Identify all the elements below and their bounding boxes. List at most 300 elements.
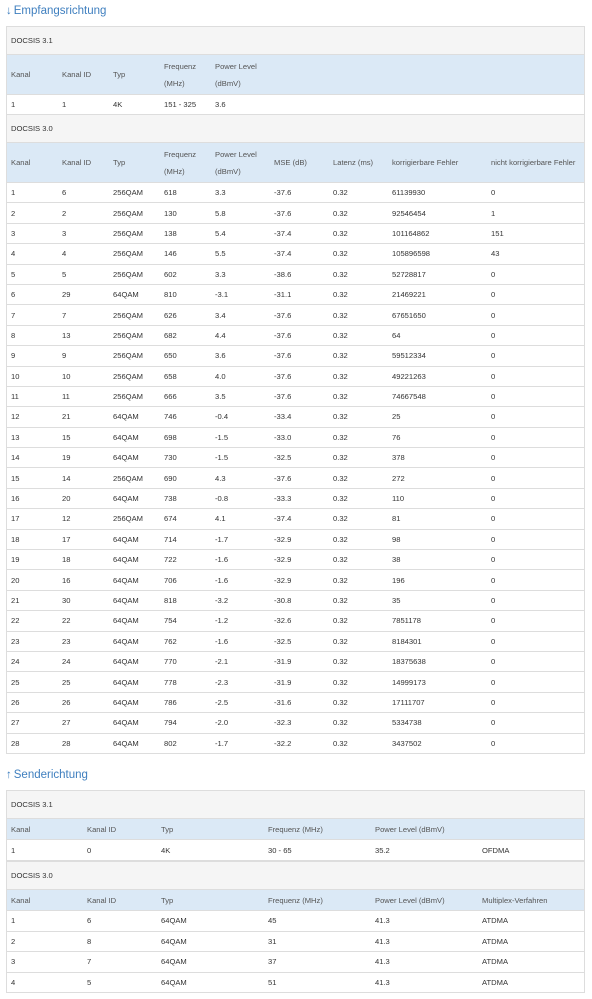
table-cell: 5.8 bbox=[215, 208, 226, 218]
table-cell: 67651650 bbox=[392, 310, 426, 320]
table-cell: 658 bbox=[164, 371, 177, 381]
col-kanal-id: Kanal ID bbox=[62, 158, 92, 167]
table-cell: 4 bbox=[62, 249, 67, 259]
table-cell: 256QAM bbox=[113, 514, 143, 524]
table-row bbox=[7, 489, 584, 509]
table-cell: 0 bbox=[491, 616, 496, 626]
table-cell: 10 bbox=[62, 371, 71, 381]
table-cell: 0.32 bbox=[333, 657, 348, 667]
table-cell: 4.0 bbox=[215, 371, 226, 381]
table-cell: -37.4 bbox=[274, 228, 292, 238]
table-cell: 25 bbox=[11, 677, 20, 687]
table-cell: -37.4 bbox=[274, 249, 292, 259]
col-typ: Typ bbox=[161, 824, 174, 834]
table-cell: 21 bbox=[11, 596, 20, 605]
table-cell: -3.1 bbox=[215, 290, 229, 300]
col-power-line1: Power Level bbox=[215, 149, 257, 159]
upstream-docsis31-rows bbox=[7, 840, 584, 861]
table-cell: 64QAM bbox=[113, 616, 139, 626]
table-cell: 7 bbox=[62, 310, 67, 320]
table-cell: 21 bbox=[62, 412, 71, 422]
table-row bbox=[7, 428, 584, 448]
col-kanal-id: Kanal ID bbox=[87, 824, 117, 834]
table-cell: 0.32 bbox=[333, 392, 348, 402]
table-cell: 762 bbox=[164, 636, 177, 646]
table-cell: 41.3 bbox=[375, 936, 390, 946]
col-power: Power Level (dBmV) bbox=[375, 895, 445, 905]
table-cell: 2 bbox=[11, 936, 16, 946]
table-cell: -32.9 bbox=[274, 555, 292, 565]
table-row bbox=[7, 693, 584, 713]
table-cell: 0 bbox=[491, 697, 496, 707]
table-cell: -32.3 bbox=[274, 718, 292, 728]
table-cell: 14 bbox=[11, 453, 20, 463]
table-cell: 0 bbox=[491, 310, 496, 320]
col-power bbox=[215, 55, 257, 94]
table-cell: 0.32 bbox=[333, 677, 348, 687]
table-cell: 20 bbox=[62, 494, 71, 504]
table-cell: -32.6 bbox=[274, 616, 292, 626]
table-cell: 272 bbox=[392, 473, 405, 483]
table-cell: -1.7 bbox=[215, 738, 229, 748]
col-latenz: Latenz (ms) bbox=[333, 158, 374, 167]
table-cell: 5 bbox=[87, 977, 92, 987]
table-cell: 0 bbox=[491, 718, 496, 728]
upstream-docsis31-table bbox=[6, 790, 585, 861]
table-row bbox=[7, 570, 584, 590]
table-cell: 0.32 bbox=[333, 596, 348, 605]
table-cell: 30 bbox=[62, 596, 71, 605]
table-cell: 778 bbox=[164, 677, 177, 687]
table-cell: 0.32 bbox=[333, 188, 348, 198]
table-cell: -1.2 bbox=[215, 616, 229, 626]
table-cell: 690 bbox=[164, 473, 177, 483]
table-row bbox=[7, 632, 584, 652]
table-cell: 25 bbox=[62, 677, 71, 687]
table-cell: 0.32 bbox=[333, 738, 348, 748]
table-cell: 92546454 bbox=[392, 208, 426, 218]
table-cell: -32.5 bbox=[274, 453, 292, 463]
table-cell: 618 bbox=[164, 188, 177, 198]
table-cell: 13 bbox=[11, 432, 20, 442]
table-cell: 378 bbox=[392, 453, 405, 463]
col-frequenz-line1: Frequenz bbox=[164, 61, 197, 71]
table-cell: 0.32 bbox=[333, 697, 348, 707]
table-cell: 17 bbox=[62, 534, 71, 544]
table-cell: 24 bbox=[11, 657, 20, 667]
table-row bbox=[7, 468, 584, 488]
col-nicht-korrigierbare-fehler: nicht korrigierbare Fehler bbox=[491, 158, 576, 167]
col-frequenz bbox=[164, 55, 196, 94]
table-cell: 256QAM bbox=[113, 208, 143, 218]
col-power-line1: Power Level bbox=[215, 61, 257, 71]
table-cell: 9 bbox=[11, 351, 16, 361]
table-cell: OFDMA bbox=[482, 845, 510, 855]
table-cell: 64QAM bbox=[113, 290, 139, 300]
table-cell: 64 bbox=[392, 330, 401, 340]
table-cell: 6 bbox=[11, 290, 16, 300]
downstream-docsis30-label: DOCSIS 3.0 bbox=[7, 115, 584, 143]
col-typ: Typ bbox=[161, 895, 174, 905]
table-cell: 8 bbox=[11, 330, 16, 340]
downstream-docsis31-header bbox=[7, 55, 584, 95]
table-cell: 4 bbox=[11, 977, 16, 987]
col-typ: Typ bbox=[113, 158, 126, 167]
table-cell: -2.1 bbox=[215, 657, 229, 667]
table-cell: 650 bbox=[164, 351, 177, 361]
table-cell: -0.8 bbox=[215, 494, 229, 504]
table-cell: 5 bbox=[62, 269, 67, 279]
table-cell: 22 bbox=[62, 616, 71, 626]
table-cell: 7 bbox=[87, 957, 92, 967]
table-cell: 5.5 bbox=[215, 249, 226, 259]
table-cell: -2.3 bbox=[215, 677, 229, 687]
table-cell: 13 bbox=[62, 330, 71, 340]
table-cell: 0 bbox=[491, 575, 496, 585]
table-cell: 674 bbox=[164, 514, 177, 524]
table-cell: 256QAM bbox=[113, 330, 143, 340]
table-cell: 45 bbox=[268, 916, 277, 926]
table-cell: 0.32 bbox=[333, 453, 348, 463]
table-cell: -1.5 bbox=[215, 453, 229, 463]
table-cell: 256QAM bbox=[113, 228, 143, 238]
table-cell: 0.32 bbox=[333, 249, 348, 259]
table-cell: 0 bbox=[491, 269, 496, 279]
table-cell: 16 bbox=[11, 494, 20, 504]
downstream-docsis30-table bbox=[6, 114, 585, 754]
table-cell: 27 bbox=[62, 718, 71, 728]
table-cell: 15 bbox=[11, 473, 20, 483]
table-row bbox=[7, 387, 584, 407]
table-cell: 4.1 bbox=[215, 514, 226, 524]
table-cell: 64QAM bbox=[113, 575, 139, 585]
table-cell: 0.32 bbox=[333, 473, 348, 483]
table-cell: 754 bbox=[164, 616, 177, 626]
table-cell: 16 bbox=[62, 575, 71, 585]
table-row bbox=[7, 672, 584, 692]
table-cell: 1 bbox=[11, 916, 16, 926]
table-cell: 0 bbox=[491, 453, 496, 463]
table-cell: 196 bbox=[392, 575, 405, 585]
table-cell: 81 bbox=[392, 514, 401, 524]
col-frequenz-line2: (MHz) bbox=[164, 166, 185, 176]
table-cell: 0.32 bbox=[333, 351, 348, 361]
table-cell: 35 bbox=[392, 596, 401, 605]
table-cell: 146 bbox=[164, 249, 177, 259]
table-cell: 64QAM bbox=[113, 738, 139, 748]
col-power-line2: (dBmV) bbox=[215, 166, 241, 176]
table-cell: 105896598 bbox=[392, 249, 431, 259]
table-cell: 0.32 bbox=[333, 534, 348, 544]
table-cell: 17111707 bbox=[392, 697, 425, 707]
table-cell: 0.32 bbox=[333, 290, 348, 300]
table-cell: -32.9 bbox=[274, 534, 292, 544]
table-cell: -37.6 bbox=[274, 330, 292, 340]
table-cell: -37.6 bbox=[274, 351, 292, 361]
table-cell: 0 bbox=[491, 473, 496, 483]
table-cell: 0 bbox=[491, 738, 496, 748]
table-cell: 5334738 bbox=[392, 718, 422, 728]
table-cell: 41.3 bbox=[375, 977, 390, 987]
table-cell: 6 bbox=[87, 916, 92, 926]
col-kanal: Kanal bbox=[11, 70, 31, 79]
table-cell: 38 bbox=[392, 555, 401, 565]
table-cell: -1.6 bbox=[215, 636, 229, 646]
table-row bbox=[7, 973, 584, 994]
table-cell: 2 bbox=[11, 208, 16, 218]
table-cell: 0 bbox=[491, 371, 496, 381]
table-cell: 98 bbox=[392, 534, 401, 544]
table-cell: -33.3 bbox=[274, 494, 292, 504]
table-cell: 2 bbox=[62, 208, 67, 218]
table-cell: 74667548 bbox=[392, 392, 426, 402]
table-cell: 0 bbox=[491, 188, 496, 198]
upstream-docsis30-table bbox=[6, 861, 585, 993]
table-cell: 0.32 bbox=[333, 575, 348, 585]
table-cell: 151 bbox=[491, 228, 504, 238]
table-row bbox=[7, 407, 584, 427]
table-cell: 682 bbox=[164, 330, 177, 340]
table-cell: -33.4 bbox=[274, 412, 292, 422]
table-cell: 59512334 bbox=[392, 351, 426, 361]
downstream-heading-label: Empfangsrichtung bbox=[13, 5, 107, 17]
table-cell: 4K bbox=[113, 100, 123, 109]
table-cell: 14 bbox=[62, 473, 71, 483]
table-row bbox=[7, 183, 584, 203]
table-cell: 8184301 bbox=[392, 636, 422, 646]
table-cell: 64QAM bbox=[113, 718, 139, 728]
upstream-docsis31-label: DOCSIS 3.1 bbox=[7, 791, 584, 819]
table-cell: 64QAM bbox=[161, 916, 187, 926]
table-cell: ATDMA bbox=[482, 936, 509, 946]
table-cell: 786 bbox=[164, 697, 177, 707]
table-cell: 0.32 bbox=[333, 269, 348, 279]
table-cell: 714 bbox=[164, 534, 177, 544]
table-row bbox=[7, 285, 584, 305]
table-cell: 7 bbox=[11, 310, 16, 320]
table-cell: 256QAM bbox=[113, 249, 143, 259]
table-cell: 0.32 bbox=[333, 228, 348, 238]
table-cell: 626 bbox=[164, 310, 177, 320]
col-kanal: Kanal bbox=[11, 824, 31, 834]
table-cell: 0 bbox=[491, 351, 496, 361]
table-cell: 0.32 bbox=[333, 616, 348, 626]
table-cell: 794 bbox=[164, 718, 177, 728]
downstream-docsis31-table bbox=[6, 26, 585, 115]
table-cell: 10 bbox=[11, 371, 20, 381]
table-cell: 64QAM bbox=[113, 453, 139, 463]
table-cell: 0.32 bbox=[333, 555, 348, 565]
col-power bbox=[215, 143, 257, 182]
table-cell: 0.32 bbox=[333, 371, 348, 381]
table-cell: -31.6 bbox=[274, 697, 292, 707]
col-multiplex: Multiplex-Verfahren bbox=[482, 895, 548, 905]
table-cell: 3.3 bbox=[215, 269, 226, 279]
table-cell: 130 bbox=[164, 208, 177, 218]
table-cell: 256QAM bbox=[113, 269, 143, 279]
table-cell: 26 bbox=[11, 697, 20, 707]
table-cell: -1.6 bbox=[215, 575, 229, 585]
table-cell: 12 bbox=[62, 514, 71, 524]
table-row bbox=[7, 224, 584, 244]
table-cell: 0 bbox=[491, 534, 496, 544]
col-frequenz-line1: Frequenz bbox=[164, 149, 197, 159]
table-row bbox=[7, 652, 584, 672]
table-row bbox=[7, 734, 584, 754]
table-row bbox=[7, 591, 584, 611]
upstream-heading-label: Senderichtung bbox=[13, 769, 88, 781]
table-cell: 27 bbox=[11, 718, 20, 728]
table-cell: 23 bbox=[11, 636, 20, 646]
upstream-docsis30-rows bbox=[7, 911, 584, 993]
table-row bbox=[7, 326, 584, 346]
table-cell: 1 bbox=[491, 208, 496, 218]
table-cell: 23 bbox=[62, 636, 71, 646]
table-cell: 51 bbox=[268, 977, 277, 987]
table-cell: 0 bbox=[491, 636, 496, 646]
table-cell: 64QAM bbox=[113, 412, 139, 422]
table-cell: 35.2 bbox=[375, 845, 390, 855]
table-cell: -30.8 bbox=[274, 596, 292, 605]
table-cell: -31.9 bbox=[274, 677, 292, 687]
table-cell: 64QAM bbox=[113, 596, 139, 605]
upstream-docsis30-label: DOCSIS 3.0 bbox=[7, 862, 584, 890]
col-kanal: Kanal bbox=[11, 158, 31, 167]
table-cell: 25 bbox=[392, 412, 401, 422]
table-cell: 22 bbox=[11, 616, 20, 626]
table-cell: 0 bbox=[87, 845, 92, 855]
table-cell: 12 bbox=[11, 412, 20, 422]
table-cell: 76 bbox=[392, 432, 401, 442]
col-frequenz: Frequenz (MHz) bbox=[268, 824, 323, 834]
table-cell: 0 bbox=[491, 657, 496, 667]
table-cell: 256QAM bbox=[113, 392, 143, 402]
table-cell: 256QAM bbox=[113, 473, 143, 483]
table-cell: -38.6 bbox=[274, 269, 292, 279]
table-cell: 770 bbox=[164, 657, 177, 667]
table-cell: 138 bbox=[164, 228, 177, 238]
col-kanal-id: Kanal ID bbox=[87, 895, 117, 905]
table-cell: 7851178 bbox=[392, 616, 421, 626]
table-cell: -37.6 bbox=[274, 371, 292, 381]
table-cell: 18 bbox=[62, 555, 71, 565]
table-cell: 11 bbox=[11, 392, 19, 402]
upstream-heading[interactable] bbox=[6, 768, 88, 782]
table-cell: -1.6 bbox=[215, 555, 229, 565]
table-cell: 0 bbox=[491, 514, 496, 524]
table-cell: 256QAM bbox=[113, 371, 143, 381]
table-cell: 0 bbox=[491, 330, 496, 340]
table-cell: -37.6 bbox=[274, 208, 292, 218]
col-kanal: Kanal bbox=[11, 895, 31, 905]
table-cell: 0.32 bbox=[333, 718, 348, 728]
table-cell: 101164862 bbox=[392, 228, 430, 238]
col-power: Power Level (dBmV) bbox=[375, 824, 445, 834]
table-cell: 722 bbox=[164, 555, 177, 565]
col-mse: MSE (dB) bbox=[274, 158, 307, 167]
col-korrigierbare-fehler: korrigierbare Fehler bbox=[392, 158, 459, 167]
table-cell: 0 bbox=[491, 677, 496, 687]
col-kanal-id: Kanal ID bbox=[62, 70, 92, 79]
table-cell: 24 bbox=[62, 657, 71, 667]
table-cell: 698 bbox=[164, 432, 177, 442]
table-cell: 1 bbox=[62, 100, 67, 109]
table-cell: 28 bbox=[62, 738, 71, 748]
down-arrow-icon: ↓ bbox=[6, 5, 12, 17]
table-cell: -31.9 bbox=[274, 657, 292, 667]
table-cell: 3 bbox=[62, 228, 67, 238]
table-cell: 49221263 bbox=[392, 371, 426, 381]
table-cell: 3.6 bbox=[215, 351, 226, 361]
table-cell: 3.6 bbox=[215, 100, 226, 109]
downstream-heading[interactable] bbox=[6, 4, 106, 18]
table-row bbox=[7, 448, 584, 468]
table-cell: 0.32 bbox=[333, 432, 348, 442]
table-row bbox=[7, 305, 584, 325]
table-row bbox=[7, 713, 584, 733]
table-cell: 64QAM bbox=[113, 432, 139, 442]
table-cell: 5.4 bbox=[215, 228, 226, 238]
table-cell: 18 bbox=[11, 534, 20, 544]
table-cell: 64QAM bbox=[113, 534, 139, 544]
table-cell: 26 bbox=[62, 697, 71, 707]
downstream-docsis30-rows bbox=[7, 183, 584, 754]
table-cell: 64QAM bbox=[113, 494, 139, 504]
table-cell: 706 bbox=[164, 575, 177, 585]
table-cell: ATDMA bbox=[482, 977, 509, 987]
table-row bbox=[7, 530, 584, 550]
table-cell: 29 bbox=[62, 290, 71, 300]
table-cell: 64QAM bbox=[161, 977, 187, 987]
table-cell: 1 bbox=[11, 845, 16, 855]
table-row bbox=[7, 952, 584, 973]
table-cell: 31 bbox=[268, 936, 277, 946]
table-cell: 3 bbox=[11, 957, 16, 967]
table-cell: 1 bbox=[11, 188, 16, 198]
table-cell: 41.3 bbox=[375, 916, 390, 926]
table-cell: 11 bbox=[62, 392, 70, 402]
table-row bbox=[7, 509, 584, 529]
table-cell: 151 - 325 bbox=[164, 100, 197, 109]
table-row bbox=[7, 265, 584, 285]
table-cell: 738 bbox=[164, 494, 177, 504]
table-cell: 64QAM bbox=[113, 677, 139, 687]
table-cell: 30 - 65 bbox=[268, 845, 292, 855]
table-row bbox=[7, 932, 584, 953]
table-cell: 9 bbox=[62, 351, 67, 361]
table-cell: 15 bbox=[62, 432, 71, 442]
table-cell: -3.2 bbox=[215, 596, 229, 605]
table-cell: 0.32 bbox=[333, 330, 348, 340]
up-arrow-icon: ↑ bbox=[6, 769, 12, 781]
table-cell: 0 bbox=[491, 494, 496, 504]
table-cell: -32.2 bbox=[274, 738, 292, 748]
downstream-docsis31-rows bbox=[7, 95, 584, 115]
table-cell: 0.32 bbox=[333, 636, 348, 646]
table-row bbox=[7, 346, 584, 366]
table-row bbox=[7, 840, 584, 861]
table-cell: 17 bbox=[11, 514, 20, 524]
table-cell: 64QAM bbox=[113, 697, 139, 707]
table-cell: 3.5 bbox=[215, 392, 226, 402]
table-cell: 6 bbox=[62, 188, 67, 198]
downstream-docsis30-header bbox=[7, 143, 584, 183]
table-cell: -37.6 bbox=[274, 473, 292, 483]
table-cell: -32.5 bbox=[274, 636, 292, 646]
table-cell: -2.0 bbox=[215, 718, 229, 728]
table-cell: 1 bbox=[11, 100, 16, 109]
table-cell: ATDMA bbox=[482, 916, 509, 926]
